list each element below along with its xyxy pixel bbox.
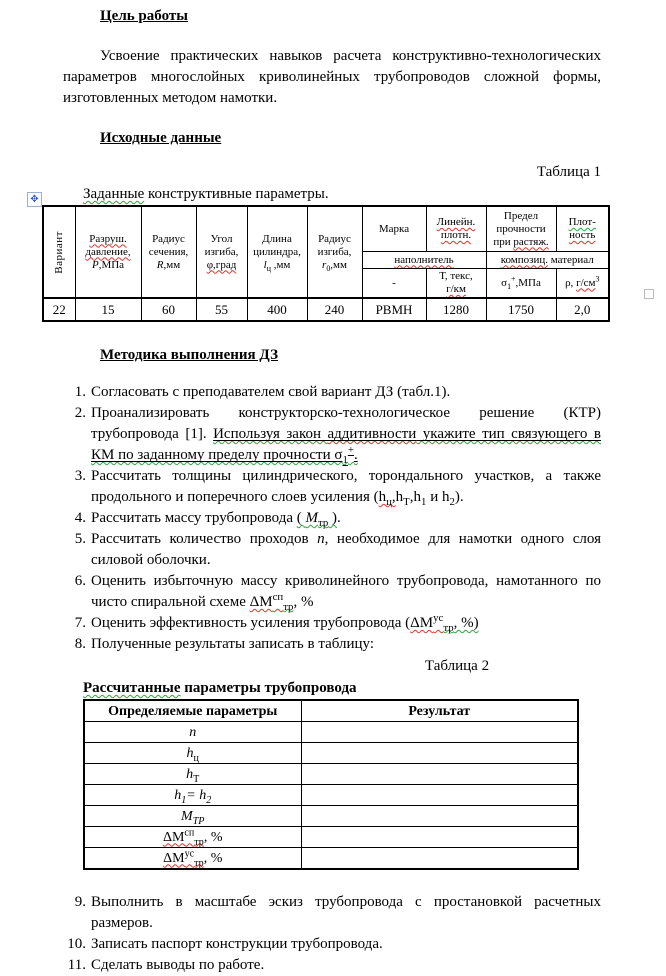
method-item-number: 2. [74,405,86,421]
table2-header-parameters: Определяемые параметры [84,700,301,722]
table1-cell-pressure: 15 [75,298,141,321]
table2-row [84,806,578,827]
table2-result [301,722,578,743]
table1-data-row [43,298,609,321]
method-item [63,571,601,613]
table2-param: $\Delta М^{сп}_{тр}$, % [84,827,301,848]
method-item-number: 5. [74,531,86,547]
initial-data-heading: Исходные данные [100,130,222,146]
method-item-text: Выполнить в масштабе эскиз трубопровода с простановкой расчетных размеров. [91,894,601,931]
table1-subheader-filler: наполнитель [362,252,486,269]
method-item [63,403,601,466]
method-item-text: Рассчитать количество проходов n, необходимое для намотки одного слоя силовой оболочки. [91,531,601,568]
method-item-text: Оценить избыточную массу криволинейного трубопровода, намотанного по чисто спиральной схеме $\Delta М^{сп}_{тр}$, % [91,573,601,613]
table1-unit-rho: ρ, $г/см^3$ [556,269,609,299]
table1-subheader-composite: композиц. материал [486,252,609,269]
method-item-text: Рассчитать массу трубопровода ( $M_{тр}$ ). [91,510,341,529]
method-item-number: 3. [74,468,86,484]
method-item [63,892,601,934]
table2-row [84,743,578,764]
table2-param: $M_{ТР}$ [84,806,301,827]
table2-result [301,764,578,785]
goal-heading: Цель работы [100,8,188,24]
table2-row [84,848,578,870]
table1-header-linear-density: Линейн. плотн. [426,206,486,252]
table2-param: $h_1= h_2$ [84,785,301,806]
table1-given-parameters [42,205,610,322]
table1-cell-bend-radius: 240 [307,298,362,321]
method-item-number: 6. [74,573,86,589]
table1-cell-variant: 22 [43,298,75,321]
table1-cell-density: 2,0 [556,298,609,321]
table1-header-pressure: Разруш. давление, P,МПа [75,206,141,298]
table1-cell-radius-section: 60 [141,298,196,321]
table2-result [301,848,578,870]
table2-result [301,806,578,827]
table1-cell-mark: РВМН [362,298,426,321]
table2-param: $h_ц$ [84,743,301,764]
table1-cell-cyl-length: 400 [247,298,307,321]
method-item [63,529,601,571]
table1-header-bend-radius: Радиус изгиба, $r_0,мм$ [307,206,362,298]
table1-header-mark: Марка [362,206,426,252]
method-item-text: Согласовать с преподавателем свой вариант ДЗ (табл.1). [91,384,451,400]
method-item-text: Проанализировать конструкторско-технологическое решение (КТР) трубопровода [1]. Используя закон аддитивности укажите тип связующего в КМ по заданному пределу прочности $\sigma_1^+$. [91,405,602,466]
method-heading: Методика выполнения ДЗ [100,347,278,363]
table1-cell-linear-density: 1280 [426,298,486,321]
table1-caption: Заданные конструктивные параметры. [83,186,329,202]
table2-row [84,827,578,848]
method-item-text: Рассчитать толщины цилиндрического, торондального участков, а также продольного и поперечного слоев усиления ($h_ц,h_Т,h_1$ и $h_2$). [91,468,601,508]
table1-label: Таблица 1 [536,164,601,180]
method-item-number: 8. [74,636,86,652]
goal-paragraph: Усвоение практических навыков расчета конструктивно-технологических параметров многослойных криволинейных трубопроводов сложной формы, изготовленных методом намотки. [63,48,601,106]
table2-row [84,722,578,743]
table1-header-radius-section: Радиус сечения, R,мм [141,206,196,298]
table2-result [301,743,578,764]
method-item-number: 9. [74,894,86,910]
table2-param: $\Delta М^{ус}_{тр}$, % [84,848,301,870]
method-item [63,955,601,976]
method-item-number: 4. [74,510,86,526]
table1-cell-strength: 1750 [486,298,556,321]
method-item-text: Записать паспорт конструкции трубопровода. [91,936,383,952]
table-move-handle-icon[interactable]: ✥ [27,192,42,207]
method-item-text: Сделать выводы по работе. [91,957,265,973]
table2-result [301,785,578,806]
method-item-text: Оценить эффективность усиления трубопровода ($\Delta М^{ус}_{тр}$, %) [91,612,479,634]
method-list [63,382,601,655]
table2-calculated-parameters [83,699,579,870]
method-item-number: 11. [67,957,86,973]
table1-cell-bend-angle: 55 [196,298,247,321]
method-item [63,934,601,955]
table1-unit-tex: Т, текс, г/км [426,269,486,299]
table1-unit-mark: - [362,269,426,299]
method-item [63,634,601,655]
method-item-number: 10. [67,936,86,952]
table2-row [84,764,578,785]
table-resize-handle-icon[interactable] [644,289,654,299]
method-tail-list [63,892,601,976]
method-item [63,382,601,403]
method-item [63,466,601,508]
table1-header-density: Плот- ность [556,206,609,252]
table2-param: n [84,722,301,743]
table1-header-cyl-length: Длина цилиндра, $l_ц$ ,мм [247,206,307,298]
method-item-number: 7. [74,615,86,631]
table2-label: Таблица 2 [424,658,490,674]
table1-unit-sigma: $\sigma_1^+,МПа$ [486,269,556,299]
table2-header-result: Результат [301,700,578,722]
table1-header-variant: Вариант [43,206,75,298]
method-item [63,613,601,634]
method-item [63,508,601,529]
method-item-number: 1. [74,384,86,400]
method-item-text: Полученные результаты записать в таблицу: [91,636,374,652]
table2-result [301,827,578,848]
table2-param: $h_Т$ [84,764,301,785]
table1-header-strength: Предел прочности при растяж. [486,206,556,252]
table2-caption: Рассчитанные параметры трубопровода [83,680,357,696]
table2-row [84,785,578,806]
table1-header-bend-angle: Угол изгиба, φ,град [196,206,247,298]
